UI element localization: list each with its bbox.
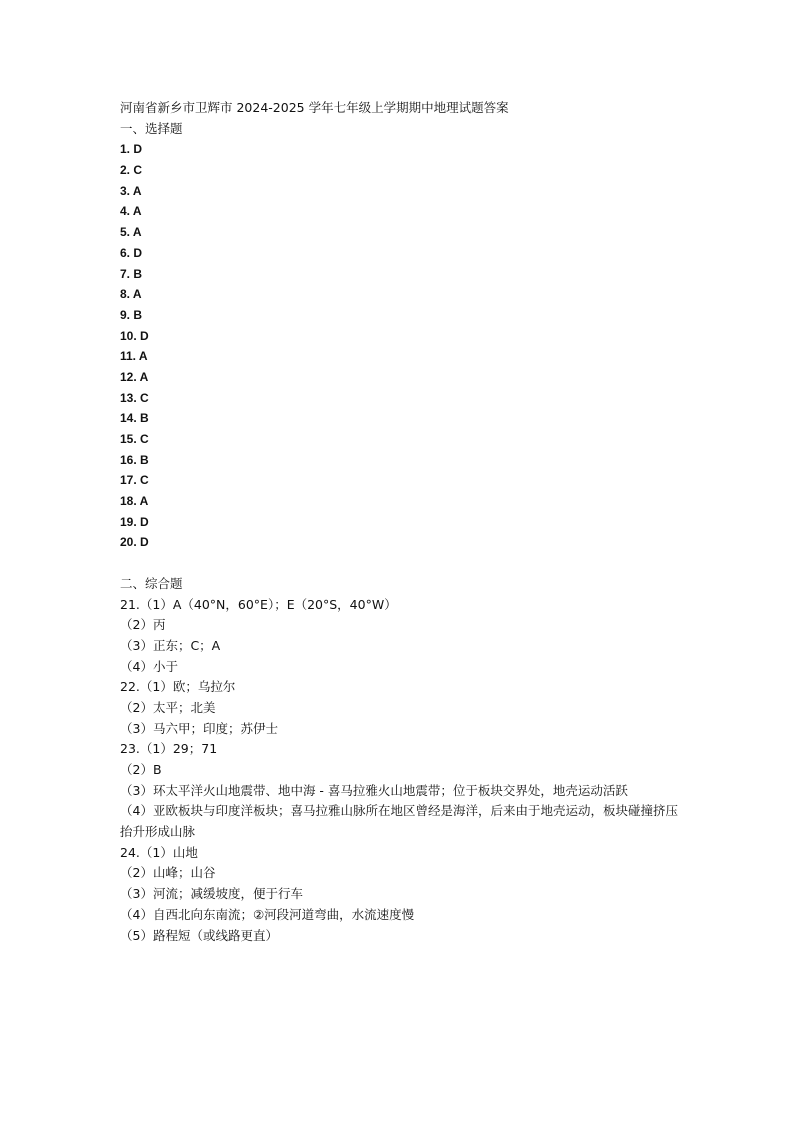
choice-answer-item: 20. D [120, 535, 149, 550]
q24-line-5: （5）路程短（或线路更直） [120, 927, 278, 943]
choice-answer-item: 1. D [120, 142, 143, 157]
q21-line-1: 21.（1）A（40°N，60°E）；E（20°S，40°W） [120, 596, 397, 612]
choice-answer-item: 3. A [120, 183, 142, 198]
document-page [120, 98, 690, 946]
q21-line-2: （2）丙 [120, 617, 166, 633]
q23-line-2: （2）B [120, 762, 162, 777]
section-heading-comprehensive: 二、综合题 [120, 575, 183, 591]
q21-line-3: （3）正东；C；A [120, 637, 221, 653]
q23-line-1: 23.（1）29；71 [120, 741, 218, 757]
choice-answer-item: 10. D [120, 328, 149, 343]
q24-line-2: （2）山峰；山谷 [120, 865, 216, 881]
section-heading-choice: 一、选择题 [120, 120, 183, 136]
q22-line-2: （2）太平；北美 [120, 699, 216, 715]
document-title: 河南省新乡市卫辉市 2024-2025 学年七年级上学期期中地理试题答案 [120, 100, 509, 115]
choice-answer-item: 16. B [120, 452, 149, 467]
choice-answer-item: 7. B [120, 266, 143, 281]
choice-answer-item: 13. C [120, 390, 149, 405]
choice-answer-item: 9. B [120, 307, 143, 322]
choice-answer-item: 8. A [120, 287, 142, 302]
choice-answer-item: 15. C [120, 432, 149, 446]
choice-answer-item: 4. A [120, 204, 142, 219]
choice-answer-item: 11. A [120, 349, 148, 364]
spacer [120, 553, 690, 574]
choice-answer-item: 12. A [120, 369, 149, 384]
choice-answer-item: 14. B [120, 411, 149, 426]
q22-line-3: （3）马六甲；印度；苏伊士 [120, 720, 278, 736]
q24-line-4: （4）自西北向东南流；②河段河道弯曲，水流速度慢 [120, 906, 415, 922]
q24-line-3: （3）河流；减缓坡度，便于行车 [120, 886, 303, 902]
q23-line-4: （4）亚欧板块与印度洋板块；喜马拉雅山脉所在地区曾经是海洋，后来由于地壳运动，板块碰撞挤压抬升形成山脉 [120, 803, 678, 840]
choice-answer-list [120, 139, 690, 553]
choice-answer-item: 18. A [120, 494, 149, 509]
choice-answer-item: 2. C [120, 163, 143, 178]
choice-answer-item: 6. D [120, 245, 143, 260]
q23-line-3: （3）环太平洋火山地震带、地中海 - 喜马拉雅火山地震带；位于板块交界处，地壳运动活跃 [120, 782, 628, 798]
q22-line-1: 22.（1）欧；乌拉尔 [120, 679, 236, 695]
q21-line-4: （4）小于 [120, 658, 178, 674]
choice-answer-item: 5. A [120, 225, 142, 240]
q24-line-1: 24.（1）山地 [120, 844, 198, 860]
choice-answer-item: 17. C [120, 473, 149, 488]
choice-answer-item: 19. D [120, 514, 149, 529]
